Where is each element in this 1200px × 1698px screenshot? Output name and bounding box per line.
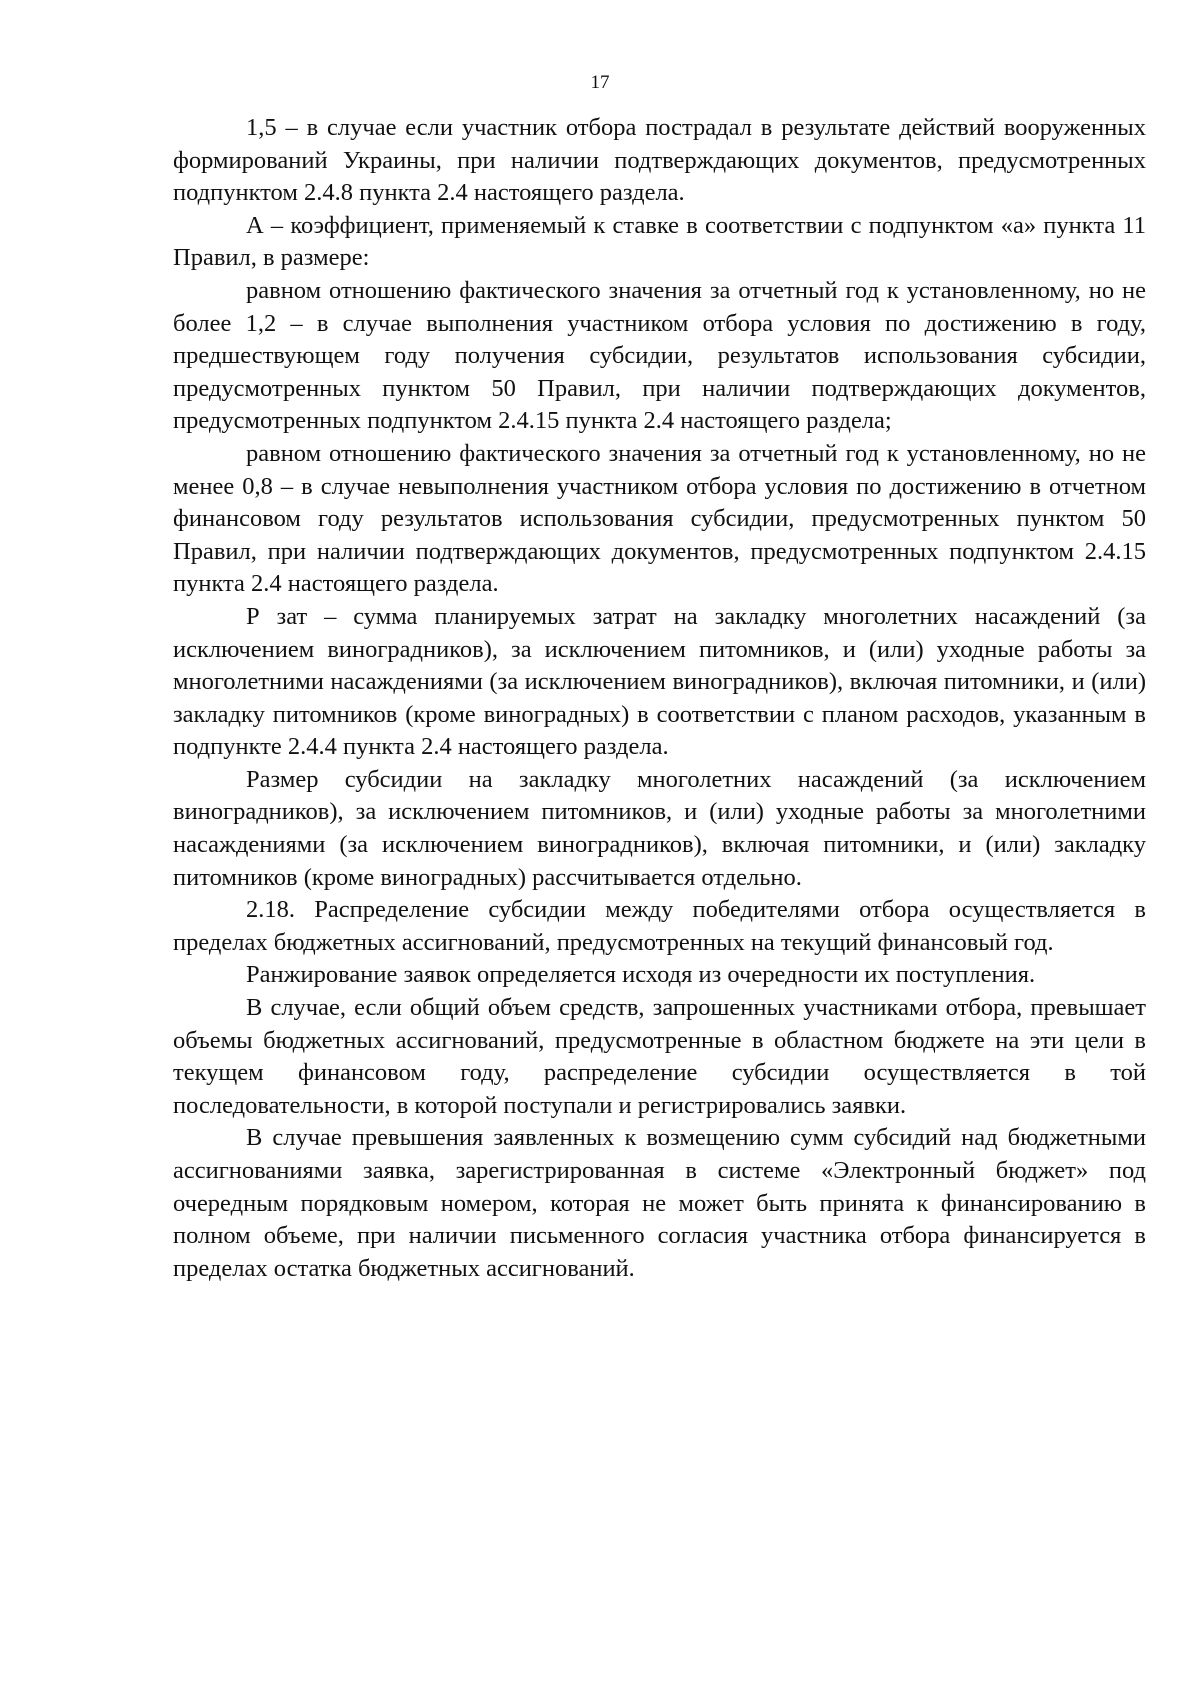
page-number: 17: [590, 72, 610, 93]
document-body: [173, 112, 1146, 1285]
paragraph-coefficient-1-5: 1,5 – в случае если участник отбора пострадал в результате действий вооруженных формирований Украины, при наличии подтверждающих документов, предусмотренных подпунктом 2.4.8 пункта 2.4 настоящего раздела.: [173, 114, 1146, 207]
paragraph-excess-claims: В случае превышения заявленных к возмещению сумм субсидий над бюджетными ассигнованиями заявка, зарегистрированная в системе «Электронный бюджет» под очередным порядковым номером, которая не может быть принята к финансированию в полном объеме, при наличии письменного согласия участника отбора финансируется в пределах остатка бюджетных ассигнований.: [173, 1124, 1146, 1282]
paragraph-ratio-not-more-1-2: равном отношению фактического значения за отчетный год к установленному, но не более 1,2 – в случае выполнения участником отбора условия по достижению в году, предшествующем году получения субсидии, результатов использования субсидии, предусмотренных пунктом 50 Правил, при наличии подтверждающих документов, предусмотренных подпунктом 2.4.15 пункта 2.4 настоящего раздела;: [173, 276, 1146, 435]
paragraph-subsidy-size: Размер субсидии на закладку многолетних насаждений (за исключением виноградников), за исключением питомников, и (или) уходные работы за многолетними насаждениями (за исключением виноградников), включая питомники, и (или) закладку питомников (кроме виноградных) рассчитывается отдельно.: [173, 765, 1146, 891]
paragraph-ratio-not-less-0-8: равном отношению фактического значения за отчетный год к установленному, но не менее 0,8 – в случае невыполнения участником отбора условия по достижению в отчетном финансовом году результатов использования субсидии, предусмотренных пунктом 50 Правил, при наличии подтверждающих документов, предусмотренных подпунктом 2.4.15 пункта 2.4 настоящего раздела.: [173, 439, 1146, 598]
paragraph-ranking: Ранжирование заявок определяется исходя из очередности их поступления.: [246, 961, 1036, 989]
paragraph-planned-costs: Р зат – сумма планируемых затрат на закладку многолетних насаждений (за исключением виноградников), за исключением питомников, и (или) уходные работы за многолетними насаждениями (за исключением виноградников), включая питомники, и (или) закладку питомников (кроме виноградных) в соответствии с планом расходов, указанным в подпункте 2.4.4 пункта 2.4 настоящего раздела.: [173, 602, 1146, 761]
paragraph-section-2-18: 2.18. Распределение субсидии между победителями отбора осуществляется в пределах бюджетных ассигнований, предусмотренных на текущий финансовый год.: [173, 896, 1146, 956]
paragraph-volume-exceeds: В случае, если общий объем средств, запрошенных участниками отбора, превышает объемы бюджетных ассигнований, предусмотренные в областном бюджете на эти цели в текущем финансовом году, распределение субсидии осуществляется в той последовательности, в которой поступали и регистрировались заявки.: [173, 994, 1146, 1119]
paragraph-coefficient-a: А – коэффициент, применяемый к ставке в соответствии с подпунктом «а» пункта 11 Правил, в размере:: [173, 211, 1146, 272]
